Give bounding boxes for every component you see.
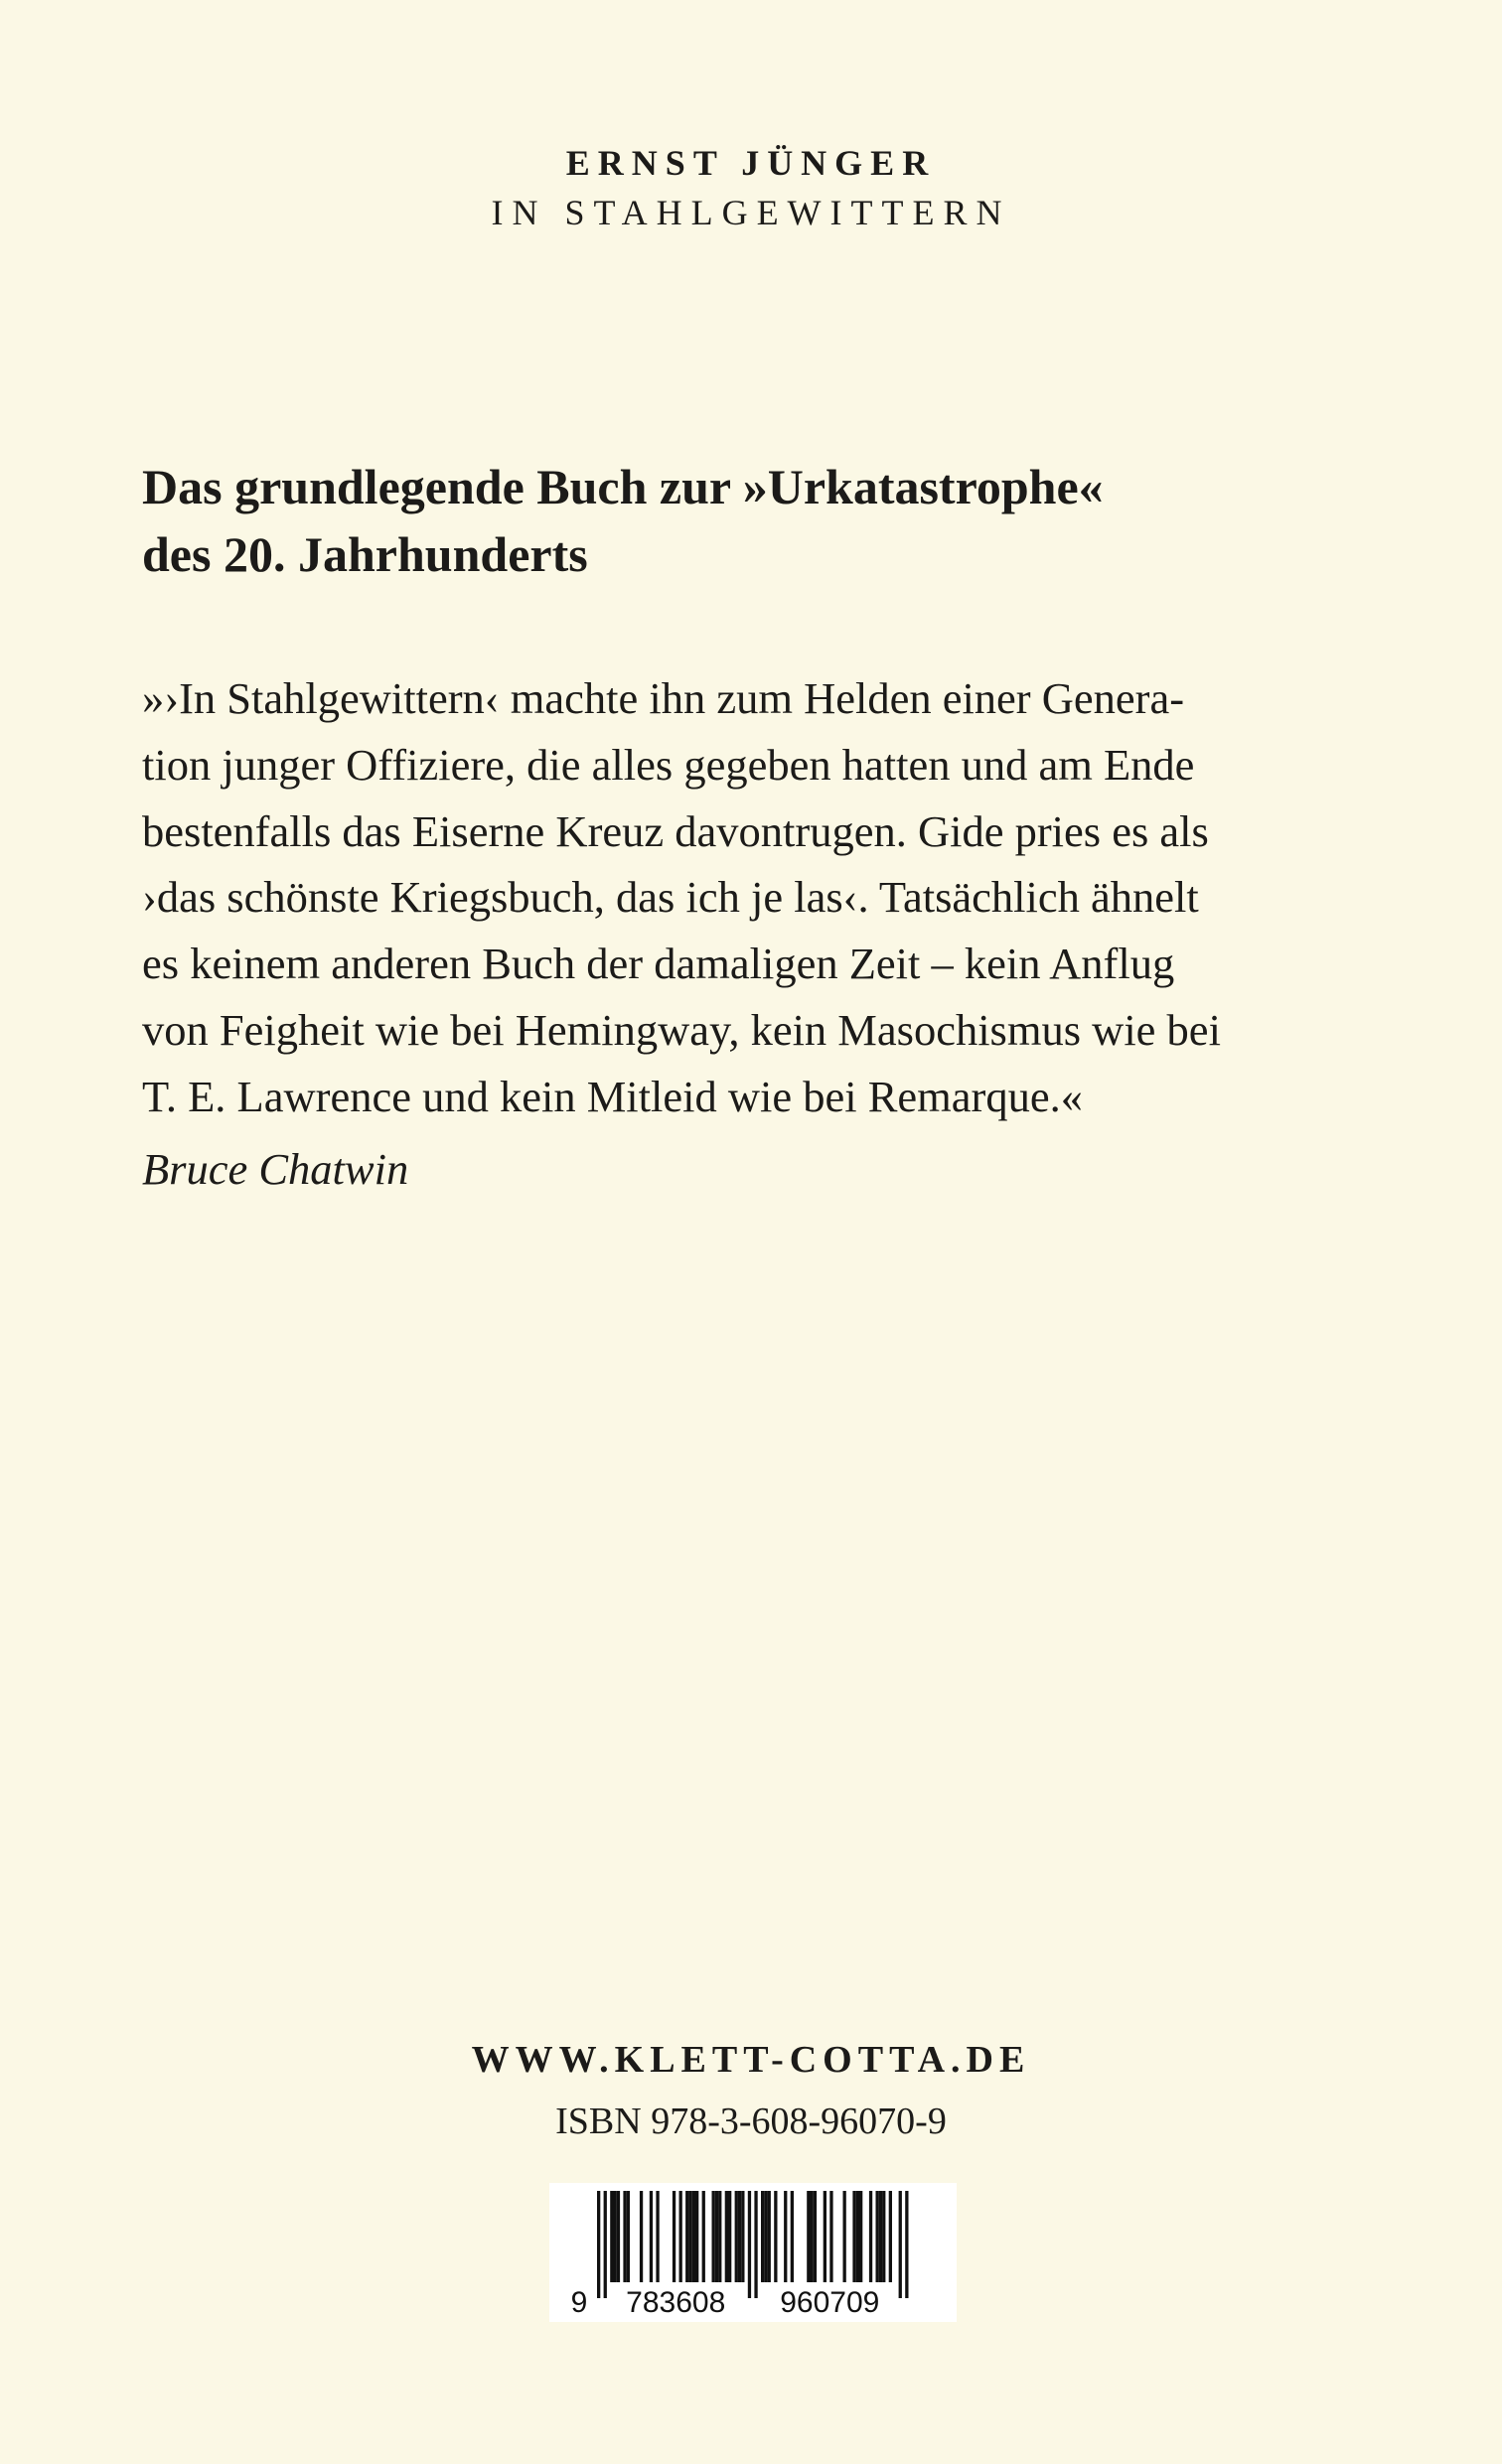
barcode-graphic [549, 2183, 957, 2322]
barcode-bar [852, 2191, 855, 2282]
blurb-line: ›das schönste Kriegsbuch, das ich je las‹. Tatsächlich ähnelt [142, 872, 1199, 923]
barcode-bar [856, 2191, 859, 2282]
barcode-bar [784, 2191, 787, 2282]
barcode-bar [814, 2191, 817, 2282]
barcode-bar [623, 2191, 626, 2282]
author-name: ERNST JÜNGER [565, 143, 937, 183]
barcode-bar [718, 2191, 721, 2282]
barcode-bar [829, 2191, 832, 2282]
barcode-left-digits: 783608 [626, 2286, 726, 2319]
barcode-bar [673, 2191, 676, 2282]
publisher-website: WWW.KLETT-COTTA.DE [471, 2039, 1031, 2081]
book-title: IN STAHLGEWITTERN [491, 193, 1011, 232]
barcode-bar [679, 2191, 682, 2282]
barcode-bar [889, 2191, 892, 2282]
barcode-bar [715, 2191, 718, 2282]
barcode-bar [617, 2191, 620, 2282]
barcode-bar [811, 2191, 814, 2282]
headline-line-2: des 20. Jahrhunderts [142, 526, 588, 582]
barcode-bar [685, 2191, 688, 2282]
headline [142, 453, 1374, 588]
barcode-bar [712, 2191, 715, 2282]
barcode-bar [754, 2191, 757, 2298]
blurb-line: bestenfalls das Eiserne Kreuz davontrugen. Gide pries es als [142, 805, 1209, 856]
barcode-bar [695, 2191, 698, 2282]
barcode-bar [764, 2191, 767, 2282]
barcode-bar [692, 2191, 695, 2282]
ean13-barcode-icon [549, 2183, 957, 2322]
barcode-bar [656, 2191, 659, 2282]
barcode-bar [748, 2191, 751, 2298]
isbn-number: ISBN 978-3-608-96070-9 [555, 2101, 947, 2142]
barcode-bar [610, 2191, 613, 2282]
barcode-bar [859, 2191, 862, 2282]
barcode-bar [876, 2191, 879, 2282]
blurb-line: tion junger Offiziere, die alles gegeben hatten und am Ende [142, 739, 1195, 790]
headline-line-1: Das grundlegende Buch zur »Urkatastrophe« [142, 459, 1104, 514]
barcode-bar [807, 2191, 810, 2282]
barcode-bar [597, 2191, 600, 2298]
barcode-bar [882, 2191, 885, 2282]
publisher-footer [0, 2034, 1502, 2151]
barcode-bar [735, 2191, 738, 2282]
barcode-bar [774, 2191, 777, 2282]
barcode-bar [768, 2191, 771, 2282]
blurb-line: von Feigheit wie bei Hemingway, kein Masochismus wie bei [142, 1004, 1221, 1055]
barcode-bar [702, 2191, 705, 2282]
barcode-bar [761, 2191, 764, 2282]
barcode-bar [640, 2191, 643, 2282]
barcode-right-digits: 960709 [780, 2286, 880, 2319]
barcode-bar [738, 2191, 741, 2282]
blurb-line: es keinem anderen Buch der damaligen Zeit – kein Anflug [142, 939, 1175, 989]
barcode-bar [879, 2191, 882, 2282]
barcode-bar [728, 2191, 731, 2282]
barcode-bar [604, 2191, 607, 2298]
cover-header [0, 139, 1502, 238]
quote-attribution: Bruce Chatwin [142, 1143, 409, 1194]
barcode-bar [905, 2191, 908, 2298]
barcode-bar [741, 2191, 744, 2282]
barcode-bar [824, 2191, 826, 2282]
barcode-bar [627, 2191, 630, 2282]
blurb-line: T. E. Lawrence und kein Mitleid wie bei Remarque.« [142, 1071, 1083, 1121]
barcode-bar [725, 2191, 728, 2282]
barcode-leading-digit: 9 [570, 2286, 588, 2319]
quote-blurb [142, 665, 1374, 1202]
barcode-bar [869, 2191, 872, 2282]
barcode-bar [791, 2191, 794, 2282]
barcode-bar [650, 2191, 653, 2282]
blurb-line: »›In Stahlgewittern‹ machte ihn zum Helden einer Genera- [142, 673, 1185, 723]
barcode-bar [614, 2191, 617, 2282]
barcode-bar [843, 2191, 846, 2282]
barcode-bar [899, 2191, 902, 2298]
barcode-bar [688, 2191, 691, 2282]
